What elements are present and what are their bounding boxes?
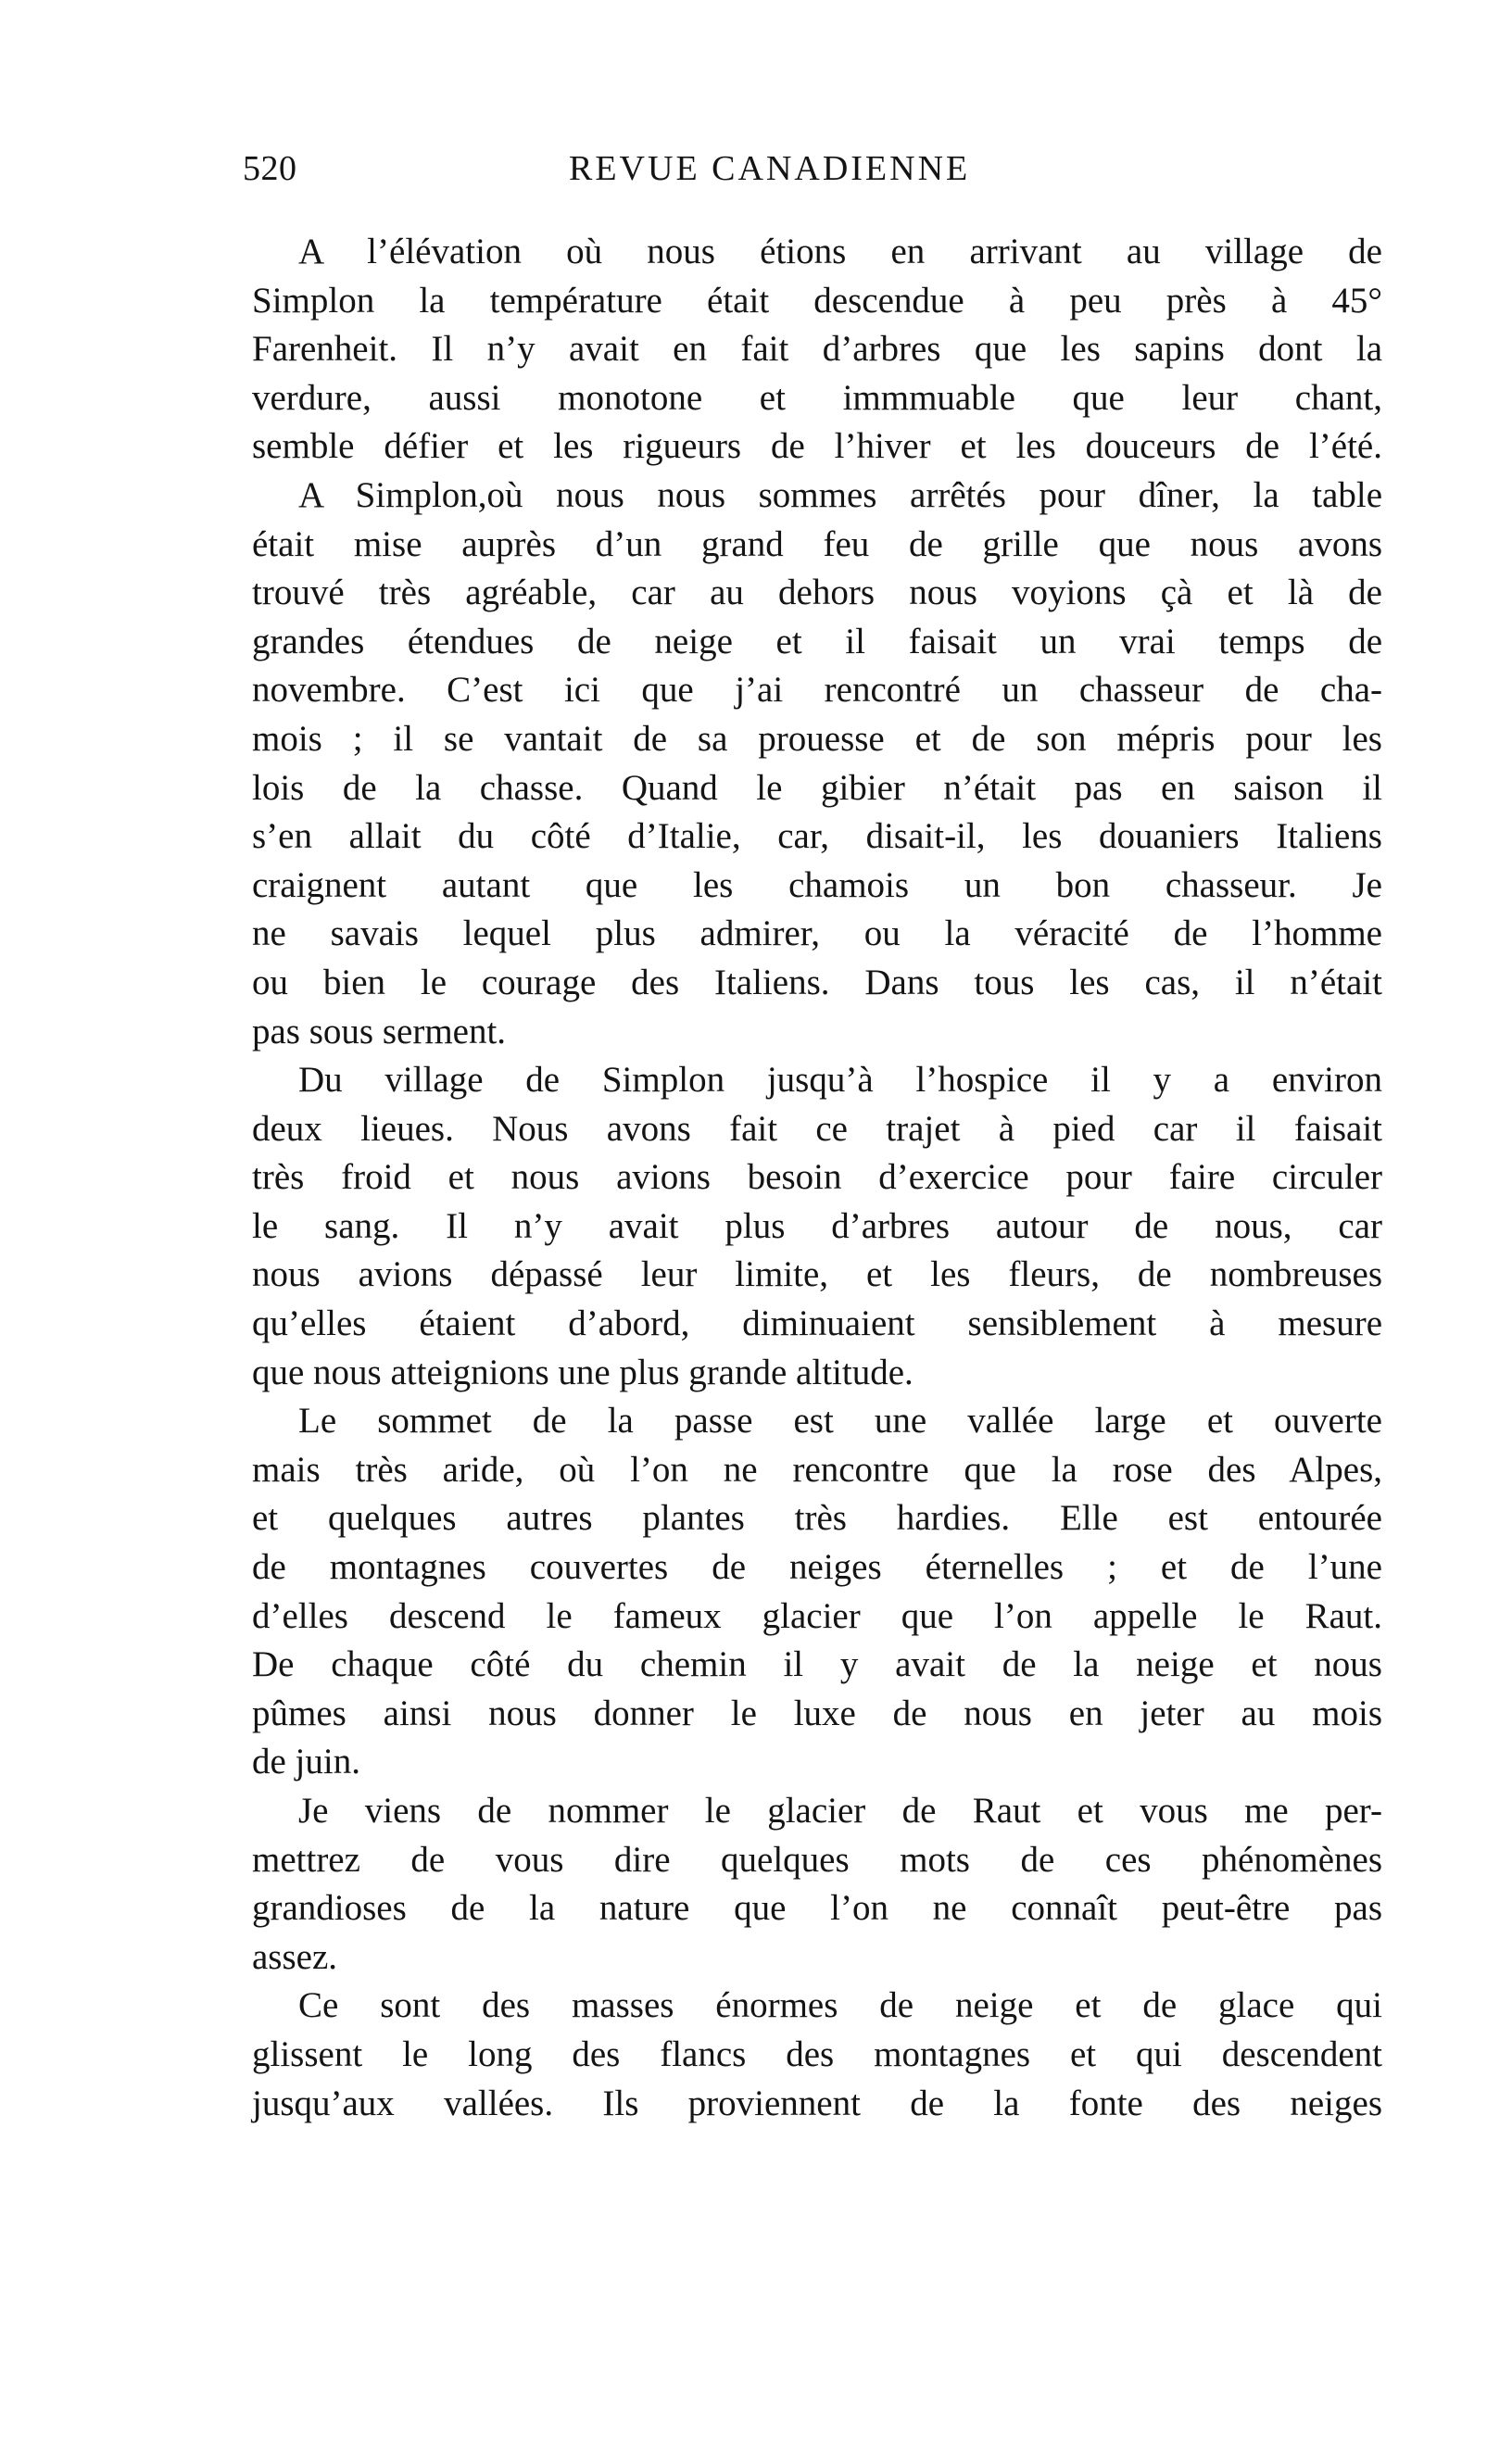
- text-line: le sang. Il n’y avait plus d’arbres autour de nous, car: [252, 1205, 1382, 1246]
- text-line: de juin.: [252, 1742, 360, 1782]
- text-line: ou bien le courage des Italiens. Dans tous les cas, il n’était: [252, 962, 1382, 1002]
- text-line: novembre. C’est ici que j’ai rencontré un chasseur de cha-: [252, 670, 1382, 711]
- text-line: De chaque côté du chemin il y avait de la neige et nous: [252, 1644, 1382, 1685]
- text-line: qu’elles étaient d’abord, diminuaient sensiblement à mesure: [252, 1303, 1382, 1344]
- text-line: nous avions dépassé leur limite, et les fleurs, de nombreuses: [252, 1254, 1382, 1295]
- text-line: grandioses de la nature que l’on ne connaît peut-être pas: [252, 1888, 1382, 1929]
- body-text: [252, 228, 1382, 2128]
- text-line: Farenheit. Il n’y avait en fait d’arbres que les sapins dont la: [252, 329, 1382, 370]
- text-line: grandes étendues de neige et il faisait un vrai temps de: [252, 621, 1382, 661]
- text-line: mois ; il se vantait de sa prouesse et de son mépris pour les: [252, 718, 1382, 759]
- text-line: très froid et nous avions besoin d’exercice pour faire circuler: [252, 1157, 1382, 1198]
- text-line: A l’élévation où nous étions en arrivant au village de: [298, 232, 1382, 271]
- text-line: mettrez de vous dire quelques mots de ces phénomènes: [252, 1839, 1382, 1880]
- journal-title: REVUE CANADIENNE: [569, 149, 971, 188]
- text-line: Du village de Simplon jusqu’à l’hospice il y a environ: [298, 1060, 1382, 1101]
- text-line: Je viens de nommer le glacier de Raut et vous me per-: [298, 1791, 1382, 1831]
- text-line: que nous atteignions une plus grande altitude.: [252, 1352, 914, 1392]
- text-line: craignent autant que les chamois un bon chasseur. Je: [252, 864, 1382, 905]
- text-line: mais très aride, où l’on ne rencontre que la rose des Alpes,: [252, 1449, 1382, 1490]
- text-line: verdure, aussi monotone et immmuable que leur chant,: [252, 377, 1382, 418]
- text-line: glissent le long des flancs des montagnes et qui descendent: [252, 2033, 1382, 2074]
- text-line: ne savais lequel plus admirer, ou la véracité de l’homme: [252, 913, 1382, 954]
- text-line: trouvé très agréable, car au dehors nous voyions çà et là de: [252, 573, 1382, 613]
- text-line: pûmes ainsi nous donner le luxe de nous en jeter au mois: [252, 1693, 1382, 1733]
- text-line: Ce sont des masses énormes de neige et de glace qui: [298, 1985, 1382, 2026]
- text-line: semble défier et les rigueurs de l’hiver et les douceurs de l’été.: [252, 426, 1382, 467]
- text-line: jusqu’aux vallées. Ils proviennent de la fonte des neiges: [252, 2083, 1382, 2123]
- text-line: était mise auprès d’un grand feu de grille que nous avons: [252, 523, 1382, 564]
- page-number: 520: [243, 149, 297, 188]
- running-head: [243, 146, 1216, 193]
- text-line: d’elles descend le fameux glacier que l’on appelle le Raut.: [252, 1595, 1382, 1636]
- text-line: lois de la chasse. Quand le gibier n’était pas en saison il: [252, 767, 1382, 808]
- text-line: de montagnes couvertes de neiges éternelles ; et de l’une: [252, 1547, 1382, 1588]
- text-line: Simplon la température était descendue à peu près à 45°: [252, 280, 1382, 321]
- text-line: s’en allait du côté d’Italie, car, disait-il, les douaniers Italiens: [252, 816, 1382, 857]
- text-line: et quelques autres plantes très hardies. Elle est entourée: [252, 1498, 1382, 1539]
- text-line: A Simplon,où nous nous sommes arrêtés pour dîner, la table: [298, 474, 1382, 515]
- text-line: Le sommet de la passe est une vallée large et ouverte: [298, 1401, 1382, 1442]
- text-line: assez.: [252, 1936, 338, 1977]
- text-line: pas sous serment.: [252, 1011, 507, 1051]
- text-line: deux lieues. Nous avons fait ce trajet à pied car il faisait: [252, 1108, 1382, 1149]
